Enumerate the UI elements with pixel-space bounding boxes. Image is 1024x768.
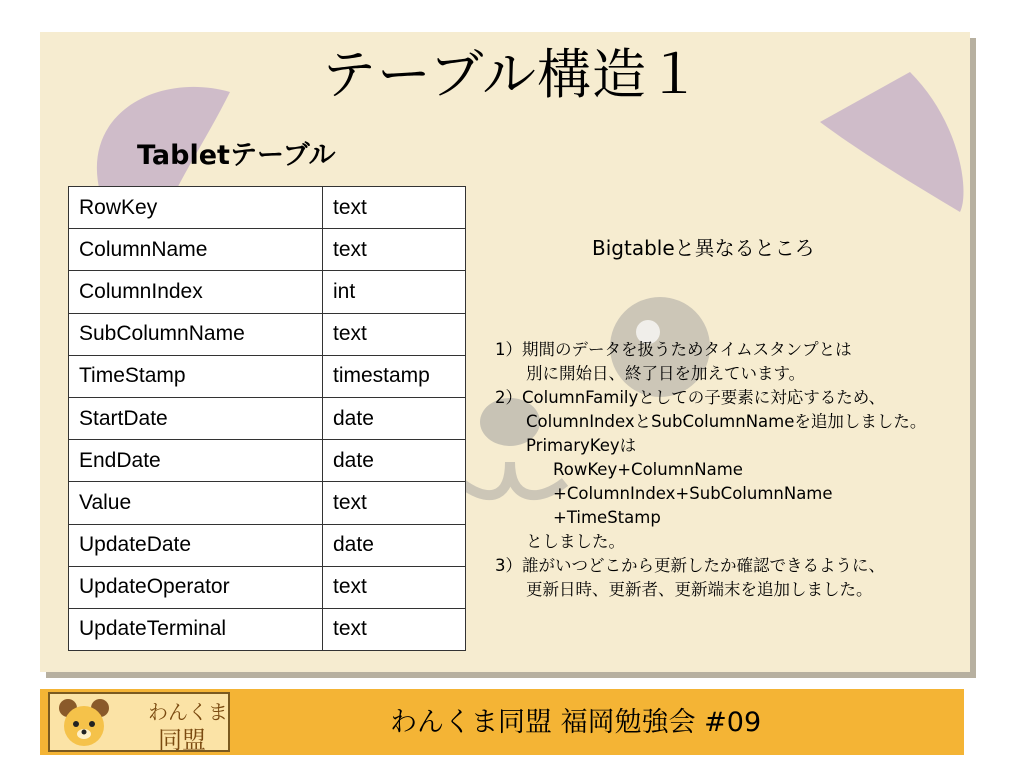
column-name-cell: UpdateTerminal: [69, 608, 323, 650]
column-name-cell: EndDate: [69, 440, 323, 482]
column-type-cell: text: [323, 229, 466, 271]
table-row: [69, 355, 466, 397]
note-line: +ColumnIndex+SubColumnName: [553, 484, 833, 503]
column-name-cell: TimeStamp: [69, 355, 323, 397]
column-type-cell: text: [323, 482, 466, 524]
column-type-cell: timestamp: [323, 355, 466, 397]
table-row: [69, 187, 466, 229]
column-name-cell: Value: [69, 482, 323, 524]
note-line: 別に開始日、終了日を加えています。: [526, 364, 806, 383]
bear-face-icon: [54, 694, 114, 750]
table-row: [69, 229, 466, 271]
column-type-cell: date: [323, 524, 466, 566]
logo-text-line1: わんくま: [148, 700, 228, 724]
table-row: [69, 271, 466, 313]
column-type-cell: text: [323, 187, 466, 229]
logo-text-line2: 同盟: [158, 726, 206, 754]
table-row: [69, 608, 466, 650]
table-row: [69, 313, 466, 355]
note-line: 1）期間のデータを扱うためタイムスタンプとは: [495, 340, 852, 359]
page-title: テーブル構造１: [321, 43, 703, 106]
table-subtitle: Tabletテーブル: [137, 140, 336, 171]
table-row: [69, 397, 466, 439]
column-type-cell: date: [323, 397, 466, 439]
notes-list: [495, 338, 1015, 602]
note-line: RowKey+ColumnName: [553, 460, 743, 479]
note-line: PrimaryKeyは: [526, 436, 637, 455]
table-row: [69, 524, 466, 566]
column-name-cell: SubColumnName: [69, 313, 323, 355]
column-name-cell: ColumnName: [69, 229, 323, 271]
note-line: +TimeStamp: [553, 508, 661, 527]
note-line: ColumnIndexとSubColumnNameを追加しました。: [526, 412, 927, 431]
logo: [48, 692, 230, 752]
notes-heading: Bigtableと異なるところ: [592, 236, 815, 260]
column-type-cell: text: [323, 608, 466, 650]
table-row: [69, 482, 466, 524]
column-name-cell: ColumnIndex: [69, 271, 323, 313]
note-line: 更新日時、更新者、更新端末を追加しました。: [526, 580, 873, 599]
column-type-cell: text: [323, 313, 466, 355]
note-line: 3）誰がいつどこから更新したか確認できるように、: [495, 556, 885, 575]
note-line: としました。: [526, 532, 625, 551]
column-type-cell: int: [323, 271, 466, 313]
table-row: [69, 440, 466, 482]
note-line: 2）ColumnFamilyとしての子要素に対応するため、: [495, 388, 886, 407]
column-name-cell: RowKey: [69, 187, 323, 229]
column-name-cell: StartDate: [69, 397, 323, 439]
table-row: [69, 566, 466, 608]
footer-text: わんくま同盟 福岡勉強会 #09: [390, 707, 762, 738]
column-type-cell: text: [323, 566, 466, 608]
tablet-table: [68, 186, 466, 651]
column-type-cell: date: [323, 440, 466, 482]
column-name-cell: UpdateOperator: [69, 566, 323, 608]
column-name-cell: UpdateDate: [69, 524, 323, 566]
